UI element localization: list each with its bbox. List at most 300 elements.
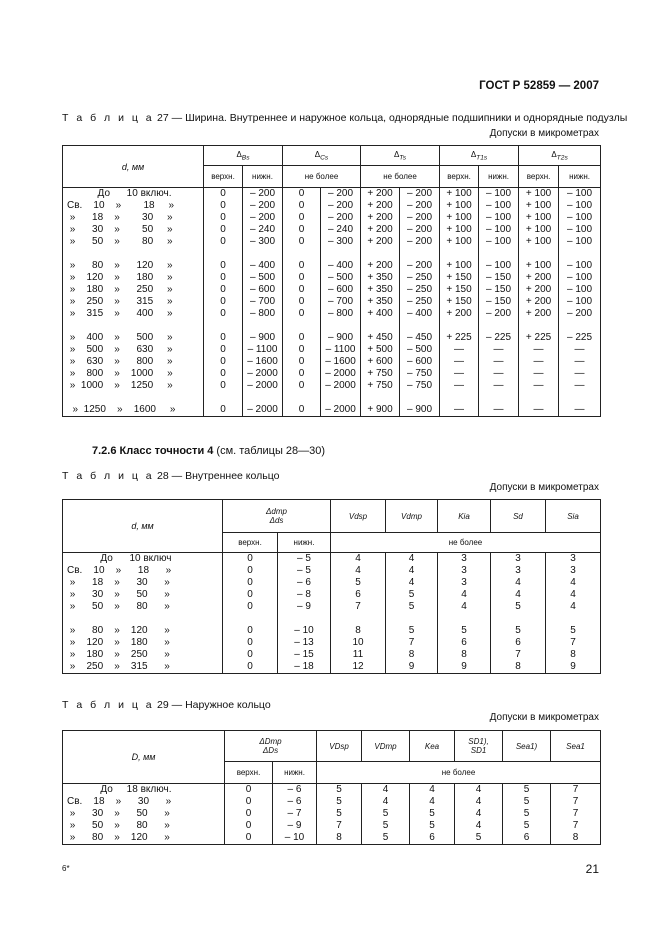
table-row [63, 589, 601, 601]
table-cell: 4 [386, 553, 438, 566]
table-cell: + 450 [361, 332, 400, 344]
table-cell [321, 392, 361, 404]
table-cell: – 1100 [321, 344, 361, 356]
table-cell: 3 [546, 565, 601, 577]
table-cell: – 100 [479, 260, 519, 272]
table-28-title: — Внутреннее кольцо [171, 470, 280, 482]
table-cell: 5 [546, 625, 601, 637]
table-cell: 12 [331, 661, 386, 674]
table-cell: + 350 [361, 272, 400, 284]
table-cell: — [479, 344, 519, 356]
size-range-cell: » 250 » 315 » [63, 296, 204, 308]
table-cell: – 5 [278, 565, 331, 577]
table-cell: + 100 [519, 224, 559, 236]
table-cell: + 200 [361, 236, 400, 248]
table-cell: – 750 [400, 380, 440, 392]
table-cell: – 100 [559, 260, 601, 272]
table-cell: – 18 [278, 661, 331, 674]
table-cell: 0 [204, 308, 243, 320]
table-cell: 9 [386, 661, 438, 674]
table-cell: — [440, 404, 479, 417]
table-cell: 4 [455, 820, 503, 832]
size-range-cell: » 50 » 80 » [63, 236, 204, 248]
table-cell: 0 [225, 796, 273, 808]
table-cell: – 2000 [243, 380, 283, 392]
table-cell: – 200 [321, 188, 361, 201]
table-cell [283, 248, 321, 260]
col-sea1: Sea1 [551, 731, 601, 762]
table-row [63, 637, 601, 649]
size-range-cell: Св. 18 » 30 » [63, 796, 225, 808]
table-cell [386, 613, 438, 625]
table-cell: 6 [503, 832, 551, 845]
table-cell [559, 248, 601, 260]
table-cell: – 240 [243, 224, 283, 236]
table-cell: – 100 [559, 200, 601, 212]
size-range-cell: » 800 » 1000 » [63, 368, 204, 380]
table-27-body [63, 188, 601, 417]
table-cell: 11 [331, 649, 386, 661]
col-lower: нижн. [559, 166, 601, 188]
table-cell: – 200 [321, 212, 361, 224]
table-cell: 0 [204, 272, 243, 284]
table-cell: — [479, 380, 519, 392]
table-cell: — [479, 404, 519, 417]
table-cell: + 350 [361, 284, 400, 296]
table-cell: 7 [491, 649, 546, 661]
table-cell [559, 392, 601, 404]
table-cell: – 150 [479, 296, 519, 308]
table-row [63, 553, 601, 566]
table-cell: — [519, 404, 559, 417]
table-cell: + 500 [361, 344, 400, 356]
table-cell [479, 248, 519, 260]
table-row [63, 368, 601, 380]
table-cell: — [519, 380, 559, 392]
table-cell: – 500 [321, 272, 361, 284]
table-row [63, 224, 601, 236]
table-row [63, 332, 601, 344]
table-cell: + 200 [519, 272, 559, 284]
table-row [63, 625, 601, 637]
table-row-gap [63, 320, 601, 332]
table-cell: 0 [283, 224, 321, 236]
table-row [63, 649, 601, 661]
table-row [63, 796, 601, 808]
table-cell: + 100 [440, 260, 479, 272]
table-cell: 8 [551, 832, 601, 845]
table-cell: 7 [331, 601, 386, 613]
size-range-cell: До 10 включ. [63, 188, 204, 201]
table-cell: – 200 [559, 308, 601, 320]
table-cell: 0 [283, 296, 321, 308]
col-nomore: не более [283, 166, 361, 188]
table-cell: 0 [204, 224, 243, 236]
table-row [63, 356, 601, 368]
table-cell: – 200 [400, 188, 440, 201]
size-range-cell: » 120 » 180 » [63, 272, 204, 284]
table-cell: 3 [546, 553, 601, 566]
table-cell: 3 [491, 553, 546, 566]
table-cell: 0 [204, 236, 243, 248]
table-cell: – 100 [479, 212, 519, 224]
table-cell: – 2000 [321, 368, 361, 380]
table-row [63, 820, 601, 832]
col-delta-dmp: Δdmp Δds [223, 500, 331, 533]
table-cell: 0 [223, 625, 278, 637]
table-cell: – 250 [400, 296, 440, 308]
table-cell [204, 392, 243, 404]
table-word: Т а б л и ц а [62, 470, 155, 482]
table-row [63, 236, 601, 248]
table-row [63, 601, 601, 613]
table-cell: – 10 [278, 625, 331, 637]
size-range-cell: Св. 10 » 18 » [63, 200, 204, 212]
table-cell: 0 [283, 212, 321, 224]
table-cell: 0 [223, 637, 278, 649]
table-cell: 9 [546, 661, 601, 674]
table-cell: 4 [455, 808, 503, 820]
table-cell: 4 [455, 784, 503, 797]
col-d-header: d, мм [63, 500, 223, 553]
table-cell: – 800 [243, 308, 283, 320]
table-cell [440, 248, 479, 260]
table-cell: + 100 [440, 224, 479, 236]
table-29-caption [62, 699, 271, 711]
table-cell [440, 392, 479, 404]
table-cell: 5 [386, 601, 438, 613]
table-row [63, 832, 601, 845]
table-cell: 5 [386, 589, 438, 601]
table-row [63, 404, 601, 417]
table-cell: – 9 [278, 601, 331, 613]
table-cell: 0 [223, 649, 278, 661]
table-29 [62, 730, 601, 845]
size-range-cell: » 500 » 630 » [63, 344, 204, 356]
table-cell: 8 [317, 832, 362, 845]
table-cell: 3 [438, 553, 491, 566]
table-cell: – 300 [321, 236, 361, 248]
table-cell: 7 [386, 637, 438, 649]
table-cell: – 400 [321, 260, 361, 272]
table-cell: 5 [362, 808, 410, 820]
table-cell: – 150 [479, 284, 519, 296]
table-cell: + 400 [361, 308, 400, 320]
table-cell [243, 392, 283, 404]
table-cell: 4 [362, 796, 410, 808]
table-word: Т а б л и ц а [62, 699, 155, 711]
section-ref: (см. таблицы 28—30) [213, 445, 326, 457]
table-cell: – 100 [479, 188, 519, 201]
table-cell: 0 [283, 404, 321, 417]
col-d-header: D, мм [63, 731, 225, 784]
size-range-cell: » 50 » 80 » [63, 820, 225, 832]
table-cell: – 100 [559, 224, 601, 236]
table-row [63, 661, 601, 674]
table-cell: 4 [546, 601, 601, 613]
table-cell: – 10 [273, 832, 317, 845]
table-cell: – 100 [559, 284, 601, 296]
table-cell: 4 [438, 601, 491, 613]
table-cell: + 750 [361, 380, 400, 392]
table-cell: 0 [204, 260, 243, 272]
table-cell: – 100 [479, 200, 519, 212]
table-cell: 5 [362, 832, 410, 845]
table-cell: + 100 [440, 188, 479, 201]
table-cell: + 100 [440, 200, 479, 212]
table-cell: 0 [204, 368, 243, 380]
table-cell: 4 [546, 589, 601, 601]
table-cell [321, 248, 361, 260]
table-row [63, 296, 601, 308]
col-lower: нижн. [479, 166, 519, 188]
table-cell: 5 [410, 820, 455, 832]
size-range-cell: » 80 » 120 » [63, 260, 204, 272]
table-cell [491, 613, 546, 625]
col-nomore: не более [317, 762, 601, 784]
table-cell: 0 [204, 200, 243, 212]
table-cell [63, 392, 204, 404]
table-cell: – 100 [559, 236, 601, 248]
table-row [63, 784, 601, 797]
table-cell: – 225 [559, 332, 601, 344]
table-cell [204, 248, 243, 260]
table-cell: – 200 [479, 308, 519, 320]
table-cell: 0 [283, 272, 321, 284]
table-cell: 0 [283, 308, 321, 320]
table-cell: 0 [225, 808, 273, 820]
table-cell: – 1600 [321, 356, 361, 368]
table-cell: + 225 [440, 332, 479, 344]
table-27-unit: Допуски в микрометрах [489, 128, 599, 139]
table-cell: + 200 [361, 224, 400, 236]
table-row [63, 344, 601, 356]
table-cell [63, 320, 204, 332]
table-cell: 4 [362, 784, 410, 797]
page-number: 21 [585, 862, 599, 876]
table-cell [321, 320, 361, 332]
table-cell: 5 [503, 820, 551, 832]
table-cell: + 200 [519, 296, 559, 308]
table-cell: + 750 [361, 368, 400, 380]
table-cell: – 750 [400, 368, 440, 380]
col-upper: верхн. [519, 166, 559, 188]
table-cell: – 200 [400, 224, 440, 236]
size-range-cell: » 80 » 120 » [63, 832, 225, 845]
table-cell: 5 [491, 625, 546, 637]
table-cell: – 600 [243, 284, 283, 296]
table-cell: – 200 [400, 260, 440, 272]
col-sd: SD1), SD1 [455, 731, 503, 762]
size-range-cell: » 18 » 30 » [63, 577, 223, 589]
table-cell [559, 320, 601, 332]
table-cell: + 200 [361, 200, 400, 212]
document-header: ГОСТ Р 52859 — 2007 [479, 80, 599, 92]
col-delta-t2s: $\Delta_{T2s}$ [519, 146, 601, 166]
table-cell: 0 [283, 200, 321, 212]
table-cell: 3 [438, 565, 491, 577]
table-cell: 0 [283, 284, 321, 296]
table-cell [400, 248, 440, 260]
size-range-cell: » 180 » 250 » [63, 649, 223, 661]
table-cell: + 100 [519, 236, 559, 248]
table-cell: – 200 [400, 236, 440, 248]
table-cell [440, 320, 479, 332]
table-cell: 7 [546, 637, 601, 649]
table-cell: + 100 [440, 212, 479, 224]
table-cell [361, 392, 400, 404]
table-cell [519, 248, 559, 260]
table-cell: – 250 [400, 272, 440, 284]
table-cell: – 200 [400, 212, 440, 224]
table-row [63, 380, 601, 392]
table-cell: 0 [225, 832, 273, 845]
table-cell: 0 [204, 212, 243, 224]
table-cell: 4 [331, 565, 386, 577]
table-cell: – 1100 [243, 344, 283, 356]
table-cell: 0 [223, 577, 278, 589]
col-delta-t1s: $\Delta_{T1s}$ [440, 146, 519, 166]
table-cell: + 100 [519, 200, 559, 212]
table-cell: – 13 [278, 637, 331, 649]
table-cell: — [440, 344, 479, 356]
table-cell: 0 [283, 380, 321, 392]
table-cell: — [519, 344, 559, 356]
table-cell: 5 [438, 625, 491, 637]
table-cell [243, 248, 283, 260]
table-row [63, 308, 601, 320]
table-cell [519, 392, 559, 404]
table-cell: 5 [362, 820, 410, 832]
size-range-cell: » 250 » 315 » [63, 661, 223, 674]
table-cell: 4 [410, 796, 455, 808]
table-cell: 0 [283, 356, 321, 368]
table-cell: 7 [551, 784, 601, 797]
table-cell: + 150 [440, 296, 479, 308]
table-cell: 5 [455, 832, 503, 845]
table-cell: 4 [546, 577, 601, 589]
table-cell: 3 [491, 565, 546, 577]
table-cell: — [440, 368, 479, 380]
table-row [63, 188, 601, 201]
table-cell: 0 [204, 296, 243, 308]
size-range-cell: » 30 » 50 » [63, 808, 225, 820]
table-cell: 0 [223, 589, 278, 601]
table-cell: 8 [491, 661, 546, 674]
section-number: 7.2.6 [92, 445, 117, 457]
col-kia: Kia [438, 500, 491, 533]
col-vdmp: Vdmp [386, 500, 438, 533]
table-cell: + 100 [519, 188, 559, 201]
table-cell: — [559, 356, 601, 368]
table-cell [223, 613, 278, 625]
table-cell: 10 [331, 637, 386, 649]
table-cell [283, 320, 321, 332]
table-cell: + 150 [440, 272, 479, 284]
table-cell: – 6 [278, 577, 331, 589]
table-cell: — [559, 380, 601, 392]
col-vdsp: Vdsp [331, 500, 386, 533]
size-range-cell: » 18 » 30 » [63, 212, 204, 224]
table-cell: 5 [331, 577, 386, 589]
table-cell: 5 [503, 784, 551, 797]
table-cell: 7 [551, 820, 601, 832]
table-cell: – 200 [243, 188, 283, 201]
table-cell: – 2000 [243, 404, 283, 417]
table-cell: – 2000 [321, 380, 361, 392]
size-range-cell: » 315 » 400 » [63, 308, 204, 320]
table-cell: 4 [331, 553, 386, 566]
table-cell: 0 [204, 380, 243, 392]
table-cell [361, 248, 400, 260]
table-cell: + 200 [361, 212, 400, 224]
table-cell: – 240 [321, 224, 361, 236]
table-cell: 0 [225, 820, 273, 832]
col-nomore: не более [331, 533, 601, 553]
table-27-caption [62, 112, 627, 124]
table-cell: – 200 [243, 212, 283, 224]
table-cell [278, 613, 331, 625]
col-vdsp: VDsp [317, 731, 362, 762]
table-cell: 0 [283, 368, 321, 380]
size-range-cell: » 30 » 50 » [63, 224, 204, 236]
table-cell: – 9 [273, 820, 317, 832]
table-cell: – 800 [321, 308, 361, 320]
col-sea: Sea1) [503, 731, 551, 762]
table-cell: + 225 [519, 332, 559, 344]
table-cell: – 100 [559, 212, 601, 224]
table-cell: – 500 [400, 344, 440, 356]
table-cell: + 200 [519, 308, 559, 320]
table-cell: 0 [223, 565, 278, 577]
size-range-cell: » 1000 » 1250 » [63, 380, 204, 392]
table-cell: 0 [283, 260, 321, 272]
table-row [63, 212, 601, 224]
table-cell: – 6 [273, 784, 317, 797]
table-cell: 4 [491, 589, 546, 601]
table-cell: – 2000 [321, 404, 361, 417]
table-cell: – 700 [243, 296, 283, 308]
col-lower: нижн. [278, 533, 331, 553]
table-cell [283, 392, 321, 404]
size-range-cell: » 630 » 800 » [63, 356, 204, 368]
table-cell: 0 [204, 404, 243, 417]
table-cell: 5 [386, 625, 438, 637]
table-29-unit: Допуски в микрометрах [489, 712, 599, 723]
table-cell: + 350 [361, 296, 400, 308]
table-cell: + 100 [519, 260, 559, 272]
table-cell: — [559, 404, 601, 417]
table-cell: 5 [503, 796, 551, 808]
table-29-number: 29 [157, 699, 169, 711]
table-cell [63, 248, 204, 260]
table-cell: — [440, 356, 479, 368]
table-cell: – 100 [559, 272, 601, 284]
table-row [63, 260, 601, 272]
table-cell: – 200 [243, 200, 283, 212]
table-27-number: 27 [157, 112, 169, 124]
table-cell: 8 [386, 649, 438, 661]
table-cell: + 100 [440, 236, 479, 248]
table-cell: 5 [317, 808, 362, 820]
table-cell: 0 [204, 356, 243, 368]
table-27-title: — Ширина. Внутреннее и наружное кольца, однорядные подшипники и однорядные подузлы [171, 112, 628, 124]
col-delta-Dmp: ΔDmp ΔDs [225, 731, 317, 762]
col-d-header: d, мм [63, 146, 204, 188]
table-row [63, 284, 601, 296]
col-upper: верхн. [225, 762, 273, 784]
table-cell: + 900 [361, 404, 400, 417]
